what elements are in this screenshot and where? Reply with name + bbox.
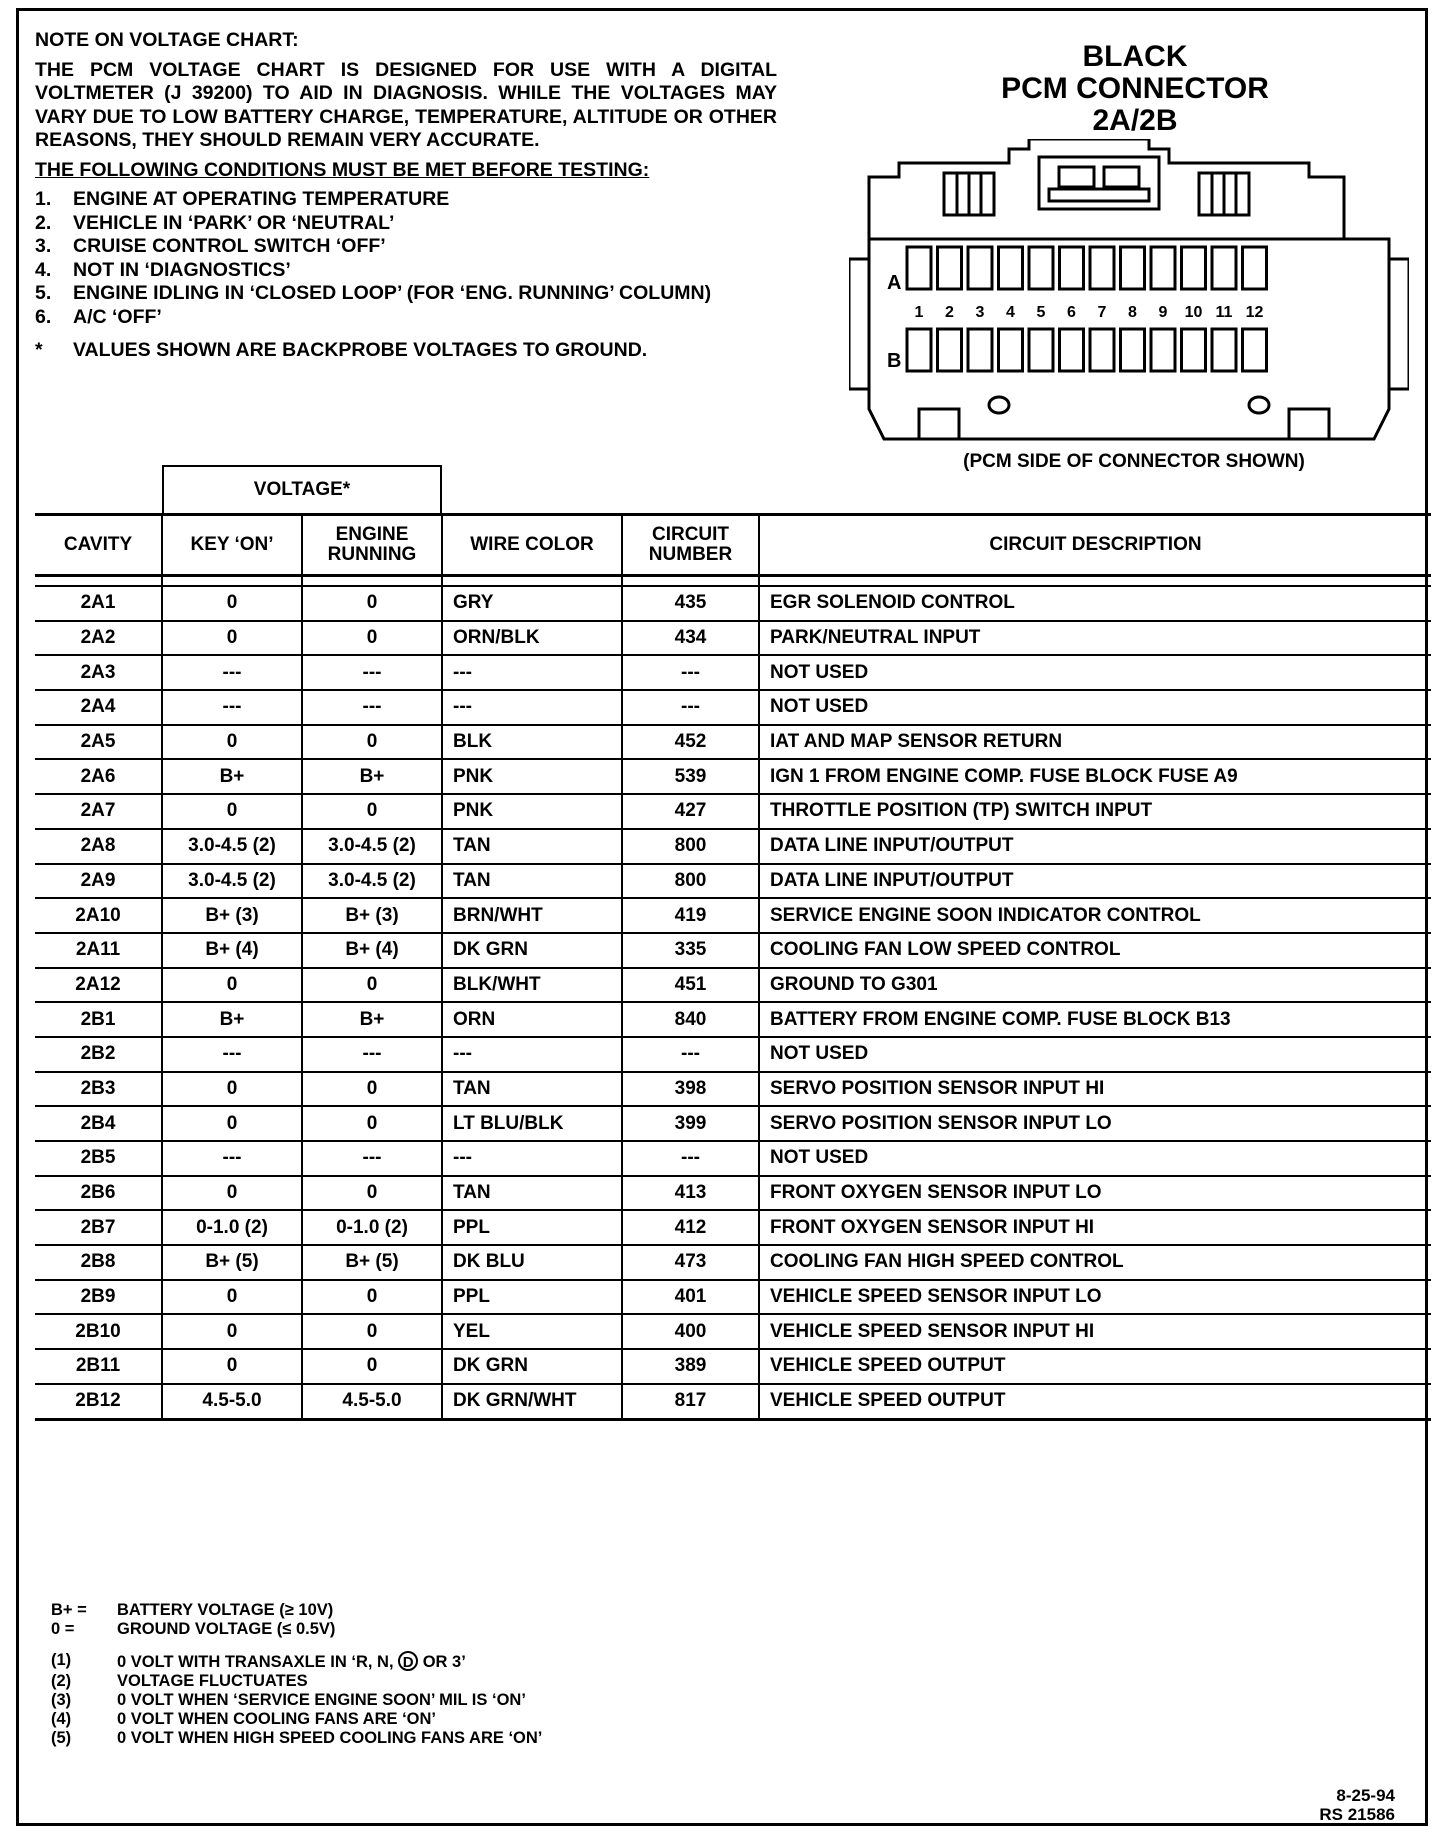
key-on-cell: B+ xyxy=(162,759,302,794)
engine-running-cell: 0 xyxy=(302,586,442,621)
circuit-description-cell: EGR SOLENOID CONTROL xyxy=(759,586,1431,621)
condition-text: ENGINE IDLING IN ‘CLOSED LOOP’ (FOR ‘ENG. RUNNING’ COLUMN) xyxy=(73,282,712,304)
table-row xyxy=(35,864,1431,899)
circuit-number-cell: 412 xyxy=(622,1210,759,1245)
condition-item xyxy=(35,235,777,259)
wire-color-cell: BLK xyxy=(442,725,622,760)
table-row xyxy=(35,1141,1431,1176)
table-row xyxy=(35,725,1431,760)
cavity-cell: 2B1 xyxy=(35,1002,162,1037)
pin-a-6 xyxy=(1060,247,1084,289)
engine-running-cell: 3.0-4.5 (2) xyxy=(302,864,442,899)
table-row xyxy=(35,621,1431,656)
engine-running-cell: 0 xyxy=(302,1106,442,1141)
pin-a-10 xyxy=(1182,247,1206,289)
circuit-number-cell: 413 xyxy=(622,1176,759,1211)
wire-color-cell: PNK xyxy=(442,759,622,794)
wire-color-cell: DK GRN/WHT xyxy=(442,1384,622,1419)
cavity-cell: 2B2 xyxy=(35,1037,162,1072)
connector-title-line3: 2A/2B xyxy=(1092,104,1178,137)
circuit-description-cell: VEHICLE SPEED SENSOR INPUT LO xyxy=(759,1280,1431,1315)
engine-running-cell: 3.0-4.5 (2) xyxy=(302,829,442,864)
key-on-cell: --- xyxy=(162,1141,302,1176)
condition-item xyxy=(35,212,777,236)
circuit-number-cell: 335 xyxy=(622,933,759,968)
engine-running-cell: B+ (4) xyxy=(302,933,442,968)
spacer-cell xyxy=(442,576,622,587)
wire-color-cell: TAN xyxy=(442,1072,622,1107)
circuit-number-cell: 452 xyxy=(622,725,759,760)
cavity-cell: 2B7 xyxy=(35,1210,162,1245)
table-row xyxy=(35,1349,1431,1384)
key-on-cell: 0 xyxy=(162,725,302,760)
footnote-text: VOLTAGE FLUCTUATES xyxy=(117,1672,308,1690)
footnote-row xyxy=(51,1651,542,1672)
footnote-row xyxy=(51,1672,542,1691)
key-on-cell: 3.0-4.5 (2) xyxy=(162,829,302,864)
wire-color-cell: --- xyxy=(442,1037,622,1072)
cavity-cell: 2A8 xyxy=(35,829,162,864)
key-on-cell: 0 xyxy=(162,621,302,656)
condition-number: 3. xyxy=(35,235,52,257)
engine-running-cell: 0 xyxy=(302,1314,442,1349)
engine-running-cell: B+ (5) xyxy=(302,1245,442,1280)
pin-b-1 xyxy=(907,329,931,371)
wire-color-cell: DK BLU xyxy=(442,1245,622,1280)
asterisk-mark: * xyxy=(35,339,43,361)
wire-color-cell: BLK/WHT xyxy=(442,968,622,1003)
voltage-chart-table xyxy=(35,513,1431,1421)
condition-number: 4. xyxy=(35,258,52,281)
cavity-cell: 2A4 xyxy=(35,690,162,725)
cavity-cell: 2A9 xyxy=(35,864,162,899)
engine-running-cell: B+ xyxy=(302,1002,442,1037)
circuit-number-cell: 800 xyxy=(622,864,759,899)
engine-running-cell: 0 xyxy=(302,725,442,760)
circuit-description-cell: VEHICLE SPEED SENSOR INPUT HI xyxy=(759,1314,1431,1349)
notes-title: NOTE ON VOLTAGE CHART: xyxy=(35,29,299,51)
legend-definitions xyxy=(51,1601,542,1639)
engine-running-cell: 0 xyxy=(302,621,442,656)
wire-color-cell: PPL xyxy=(442,1210,622,1245)
circuit-description-cell: GROUND TO G301 xyxy=(759,968,1431,1003)
footnote-row xyxy=(51,1729,542,1748)
cavity-cell: 2A6 xyxy=(35,759,162,794)
pin-number: 11 xyxy=(1215,304,1233,321)
wire-color-cell: GRY xyxy=(442,586,622,621)
wire-color-cell: YEL xyxy=(442,1314,622,1349)
condition-text: A/C ‘OFF’ xyxy=(73,305,162,328)
condition-number: 1. xyxy=(35,188,52,210)
engine-running-cell: 0 xyxy=(302,1176,442,1211)
header-key-on: KEY ‘ON’ xyxy=(162,515,302,576)
circuit-description-cell: COOLING FAN LOW SPEED CONTROL xyxy=(759,933,1431,968)
pin-number: 7 xyxy=(1097,304,1107,321)
connector-diagram xyxy=(849,139,1409,449)
condition-item xyxy=(35,282,777,306)
pin-number: 4 xyxy=(1006,304,1015,321)
row-b-pins xyxy=(907,329,1267,371)
wire-color-cell: ORN/BLK xyxy=(442,621,622,656)
circuit-number-cell: --- xyxy=(622,655,759,690)
header-engine-running: ENGINE RUNNING xyxy=(302,515,442,576)
pin-a-8 xyxy=(1121,247,1145,289)
cavity-cell: 2B8 xyxy=(35,1245,162,1280)
legend-definition xyxy=(51,1601,542,1620)
voltage-chart-notes xyxy=(35,29,777,363)
table-row xyxy=(35,1176,1431,1211)
cavity-cell: 2A12 xyxy=(35,968,162,1003)
circuit-description-cell: COOLING FAN HIGH SPEED CONTROL xyxy=(759,1245,1431,1280)
key-on-cell: 4.5-5.0 xyxy=(162,1384,302,1419)
pin-b-8 xyxy=(1121,329,1145,371)
pin-a-3 xyxy=(968,247,992,289)
table-row xyxy=(35,829,1431,864)
pin-numbers xyxy=(915,304,1264,321)
header-circuit-description: CIRCUIT DESCRIPTION xyxy=(759,515,1431,576)
pin-b-3 xyxy=(968,329,992,371)
circuit-description-cell: BATTERY FROM ENGINE COMP. FUSE BLOCK B13 xyxy=(759,1002,1431,1037)
key-on-cell: B+ xyxy=(162,1002,302,1037)
engine-running-cell: 4.5-5.0 xyxy=(302,1384,442,1419)
voltage-group-header: VOLTAGE* xyxy=(162,465,442,513)
circuit-description-cell: FRONT OXYGEN SENSOR INPUT LO xyxy=(759,1176,1431,1211)
condition-text: CRUISE CONTROL SWITCH ‘OFF’ xyxy=(73,235,386,257)
notes-paragraph: THE PCM VOLTAGE CHART IS DESIGNED FOR USE WITH A DIGITAL VOLTMETER (J 39200) TO AID IN DIAGNOSIS. WHILE THE VOLTAGES MAY VARY DUE TO LOW BATTERY CHARGE, TEMPERATURE, ALTITUDE OR OTHER REASONS, THEY SHOULD REMAIN VERY ACCURATE. xyxy=(35,58,777,151)
circuit-number-cell: 419 xyxy=(622,898,759,933)
table-row xyxy=(35,1002,1431,1037)
legend-text: GROUND VOLTAGE (≤ 0.5V) xyxy=(117,1620,336,1638)
engine-running-cell: --- xyxy=(302,690,442,725)
header-circuit-number: CIRCUIT NUMBER xyxy=(622,515,759,576)
pin-a-2 xyxy=(938,247,962,289)
key-on-cell: 0 xyxy=(162,1349,302,1384)
circuit-number-cell: 400 xyxy=(622,1314,759,1349)
pin-a-4 xyxy=(999,247,1023,289)
legend-definition xyxy=(51,1620,542,1639)
circuit-number-cell: 817 xyxy=(622,1384,759,1419)
condition-text: NOT IN ‘DIAGNOSTICS’ xyxy=(73,258,291,281)
engine-running-cell: 0 xyxy=(302,1349,442,1384)
connector-title-line1: BLACK xyxy=(1082,40,1188,73)
circuit-number-cell: --- xyxy=(622,690,759,725)
engine-running-cell: --- xyxy=(302,1037,442,1072)
row-b-label: B xyxy=(887,350,902,372)
key-on-cell: B+ (3) xyxy=(162,898,302,933)
footnote-1-post: OR 3’ xyxy=(422,1653,466,1671)
spacer-cell xyxy=(35,576,162,587)
table-row xyxy=(35,690,1431,725)
connector-caption: (PCM SIDE OF CONNECTOR SHOWN) xyxy=(963,451,1305,472)
spacer-cell xyxy=(622,576,759,587)
cavity-cell: 2B4 xyxy=(35,1106,162,1141)
table-row xyxy=(35,1037,1431,1072)
header-wire-color: WIRE COLOR xyxy=(442,515,622,576)
engine-running-cell: 0 xyxy=(302,1280,442,1315)
pin-b-2 xyxy=(938,329,962,371)
condition-text: VEHICLE IN ‘PARK’ OR ‘NEUTRAL’ xyxy=(73,211,395,234)
wire-color-cell: TAN xyxy=(442,864,622,899)
cavity-cell: 2B5 xyxy=(35,1141,162,1176)
key-on-cell: 0-1.0 (2) xyxy=(162,1210,302,1245)
circuit-number-cell: --- xyxy=(622,1037,759,1072)
footnote-key: (5) xyxy=(51,1729,72,1747)
circuit-description-cell: THROTTLE POSITION (TP) SWITCH INPUT xyxy=(759,794,1431,829)
legend-key: B+ = xyxy=(51,1601,87,1619)
footnote-text: 0 VOLT WHEN ‘SERVICE ENGINE SOON’ MIL IS ‘ON’ xyxy=(117,1691,526,1709)
key-on-cell: B+ (5) xyxy=(162,1245,302,1280)
conditions-heading: THE FOLLOWING CONDITIONS MUST BE MET BEFORE TESTING: xyxy=(35,158,650,181)
pin-a-9 xyxy=(1151,247,1175,289)
engine-running-cell: --- xyxy=(302,655,442,690)
table-row xyxy=(35,968,1431,1003)
pin-b-12 xyxy=(1243,329,1267,371)
spacer-cell xyxy=(302,576,442,587)
key-on-cell: 3.0-4.5 (2) xyxy=(162,864,302,899)
circuit-number-cell: 800 xyxy=(622,829,759,864)
circuit-number-cell: 434 xyxy=(622,621,759,656)
pin-b-5 xyxy=(1029,329,1053,371)
pin-number: 2 xyxy=(945,304,954,321)
cavity-cell: 2B11 xyxy=(35,1349,162,1384)
key-on-cell: 0 xyxy=(162,1176,302,1211)
condition-text: ENGINE AT OPERATING TEMPERATURE xyxy=(73,188,450,210)
footnote-key: (1) xyxy=(51,1651,72,1669)
table-row xyxy=(35,1280,1431,1315)
pin-b-6 xyxy=(1060,329,1084,371)
cavity-cell: 2B3 xyxy=(35,1072,162,1107)
row-a-label: A xyxy=(887,272,902,294)
pin-b-11 xyxy=(1212,329,1236,371)
circuit-number-cell: 401 xyxy=(622,1280,759,1315)
key-on-cell: --- xyxy=(162,690,302,725)
engine-running-cell: 0 xyxy=(302,968,442,1003)
table-spacer-row xyxy=(35,576,1431,587)
circuit-number-cell: 840 xyxy=(622,1002,759,1037)
footer-date: 8-25-94 xyxy=(1336,1786,1395,1805)
engine-running-cell: B+ (3) xyxy=(302,898,442,933)
wire-color-cell: ORN xyxy=(442,1002,622,1037)
condition-item xyxy=(35,259,777,283)
footnote-key: (3) xyxy=(51,1691,72,1709)
key-on-cell: 0 xyxy=(162,1106,302,1141)
circuit-description-cell: VEHICLE SPEED OUTPUT xyxy=(759,1349,1431,1384)
legend xyxy=(51,1601,542,1748)
wire-color-cell: PNK xyxy=(442,794,622,829)
key-on-cell: 0 xyxy=(162,1280,302,1315)
page-frame xyxy=(16,8,1428,1826)
pin-number: 12 xyxy=(1245,304,1264,321)
wire-color-cell: --- xyxy=(442,655,622,690)
legend-footnotes xyxy=(51,1651,542,1748)
cavity-cell: 2B9 xyxy=(35,1280,162,1315)
table-row xyxy=(35,933,1431,968)
cavity-cell: 2B10 xyxy=(35,1314,162,1349)
circuit-description-cell: NOT USED xyxy=(759,690,1431,725)
pin-number: 1 xyxy=(914,304,924,321)
cavity-cell: 2A3 xyxy=(35,655,162,690)
circuit-description-cell: PARK/NEUTRAL INPUT xyxy=(759,621,1431,656)
connector-title-line2: PCM CONNECTOR xyxy=(1001,72,1269,105)
footnote-key: (4) xyxy=(51,1710,72,1728)
table-row xyxy=(35,898,1431,933)
table-row xyxy=(35,1106,1431,1141)
circuit-number-cell: 427 xyxy=(622,794,759,829)
pin-number: 8 xyxy=(1128,304,1137,321)
circuit-description-cell: IGN 1 FROM ENGINE COMP. FUSE BLOCK FUSE A9 xyxy=(759,759,1431,794)
circuit-description-cell: SERVO POSITION SENSOR INPUT HI xyxy=(759,1072,1431,1107)
key-on-cell: 0 xyxy=(162,1072,302,1107)
circuit-number-cell: 539 xyxy=(622,759,759,794)
legend-text: BATTERY VOLTAGE (≥ 10V) xyxy=(117,1601,334,1619)
connector-title xyxy=(955,41,1315,137)
key-on-cell: 0 xyxy=(162,968,302,1003)
table-row xyxy=(35,586,1431,621)
wire-color-cell: --- xyxy=(442,690,622,725)
circuit-description-cell: SERVO POSITION SENSOR INPUT LO xyxy=(759,1106,1431,1141)
backprobe-note xyxy=(35,339,777,363)
footnote-text xyxy=(117,1651,466,1672)
pin-number: 6 xyxy=(1067,304,1076,321)
wire-color-cell: TAN xyxy=(442,829,622,864)
footnote-text: 0 VOLT WHEN HIGH SPEED COOLING FANS ARE ‘ON’ xyxy=(117,1729,543,1747)
circuit-number-cell: 435 xyxy=(622,586,759,621)
cavity-cell: 2B6 xyxy=(35,1176,162,1211)
cavity-cell: 2A1 xyxy=(35,586,162,621)
footnote-key: (2) xyxy=(51,1672,72,1690)
wire-color-cell: LT BLU/BLK xyxy=(442,1106,622,1141)
table-row xyxy=(35,1072,1431,1107)
row-a-pins xyxy=(907,247,1267,289)
key-on-cell: 0 xyxy=(162,586,302,621)
circuit-number-cell: 473 xyxy=(622,1245,759,1280)
circuit-number-cell: 398 xyxy=(622,1072,759,1107)
table-row xyxy=(35,1314,1431,1349)
legend-key: 0 = xyxy=(51,1620,75,1638)
conditions-list xyxy=(35,188,777,363)
footnote-text: 0 VOLT WHEN COOLING FANS ARE ‘ON’ xyxy=(117,1710,437,1728)
pin-number: 5 xyxy=(1036,304,1046,321)
cavity-cell: 2A7 xyxy=(35,794,162,829)
key-on-cell: B+ (4) xyxy=(162,933,302,968)
wire-color-cell: DK GRN xyxy=(442,933,622,968)
circuit-description-cell: FRONT OXYGEN SENSOR INPUT HI xyxy=(759,1210,1431,1245)
table-row xyxy=(35,1245,1431,1280)
engine-running-cell: 0 xyxy=(302,794,442,829)
condition-number: 2. xyxy=(35,211,52,234)
pin-a-1 xyxy=(907,247,931,289)
pin-number: 9 xyxy=(1158,304,1168,321)
spacer-cell xyxy=(759,576,1431,587)
cavity-cell: 2A2 xyxy=(35,621,162,656)
engine-running-cell: 0 xyxy=(302,1072,442,1107)
spacer-cell xyxy=(162,576,302,587)
key-on-cell: --- xyxy=(162,1037,302,1072)
cavity-cell: 2B12 xyxy=(35,1384,162,1419)
table-row xyxy=(35,1210,1431,1245)
pin-a-12 xyxy=(1243,247,1267,289)
key-on-cell: 0 xyxy=(162,794,302,829)
circuit-description-cell: SERVICE ENGINE SOON INDICATOR CONTROL xyxy=(759,898,1431,933)
document-footer xyxy=(1319,1786,1395,1824)
engine-running-cell: 0-1.0 (2) xyxy=(302,1210,442,1245)
circuit-number-cell: 399 xyxy=(622,1106,759,1141)
wire-color-cell: TAN xyxy=(442,1176,622,1211)
footnote-1-pre: 0 VOLT WITH TRANSAXLE IN ‘R, N, xyxy=(117,1653,394,1671)
condition-number: 6. xyxy=(35,305,52,328)
wire-color-cell: BRN/WHT xyxy=(442,898,622,933)
engine-running-cell: B+ xyxy=(302,759,442,794)
pin-number: 10 xyxy=(1184,304,1203,321)
table-row xyxy=(35,794,1431,829)
wire-color-cell: PPL xyxy=(442,1280,622,1315)
condition-number: 5. xyxy=(35,282,52,304)
footnote-row xyxy=(51,1691,542,1710)
circuit-description-cell: VEHICLE SPEED OUTPUT xyxy=(759,1384,1431,1419)
pin-a-11 xyxy=(1212,247,1236,289)
pin-b-4 xyxy=(999,329,1023,371)
header-cavity: CAVITY xyxy=(35,515,162,576)
pin-b-9 xyxy=(1151,329,1175,371)
drive-circled-d-icon: D xyxy=(398,1651,418,1671)
circuit-description-cell: NOT USED xyxy=(759,1037,1431,1072)
pin-a-7 xyxy=(1090,247,1114,289)
condition-item xyxy=(35,188,777,212)
cavity-cell: 2A10 xyxy=(35,898,162,933)
backprobe-text: VALUES SHOWN ARE BACKPROBE VOLTAGES TO GROUND. xyxy=(73,339,648,361)
table-row xyxy=(35,1384,1431,1419)
circuit-description-cell: DATA LINE INPUT/OUTPUT xyxy=(759,829,1431,864)
table-row xyxy=(35,655,1431,690)
table-row xyxy=(35,759,1431,794)
circuit-number-cell: 451 xyxy=(622,968,759,1003)
circuit-description-cell: IAT AND MAP SENSOR RETURN xyxy=(759,725,1431,760)
wire-color-cell: --- xyxy=(442,1141,622,1176)
pin-b-10 xyxy=(1182,329,1206,371)
condition-item xyxy=(35,306,777,330)
footnote-row xyxy=(51,1710,542,1729)
key-on-cell: --- xyxy=(162,655,302,690)
circuit-number-cell: 389 xyxy=(622,1349,759,1384)
wire-color-cell: DK GRN xyxy=(442,1349,622,1384)
pin-a-5 xyxy=(1029,247,1053,289)
engine-running-cell: --- xyxy=(302,1141,442,1176)
cavity-cell: 2A11 xyxy=(35,933,162,968)
pin-b-7 xyxy=(1090,329,1114,371)
circuit-description-cell: DATA LINE INPUT/OUTPUT xyxy=(759,864,1431,899)
circuit-description-cell: NOT USED xyxy=(759,655,1431,690)
circuit-description-cell: NOT USED xyxy=(759,1141,1431,1176)
footer-ref: RS 21586 xyxy=(1319,1805,1395,1824)
key-on-cell: 0 xyxy=(162,1314,302,1349)
cavity-cell: 2A5 xyxy=(35,725,162,760)
circuit-number-cell: --- xyxy=(622,1141,759,1176)
pin-number: 3 xyxy=(975,304,985,321)
